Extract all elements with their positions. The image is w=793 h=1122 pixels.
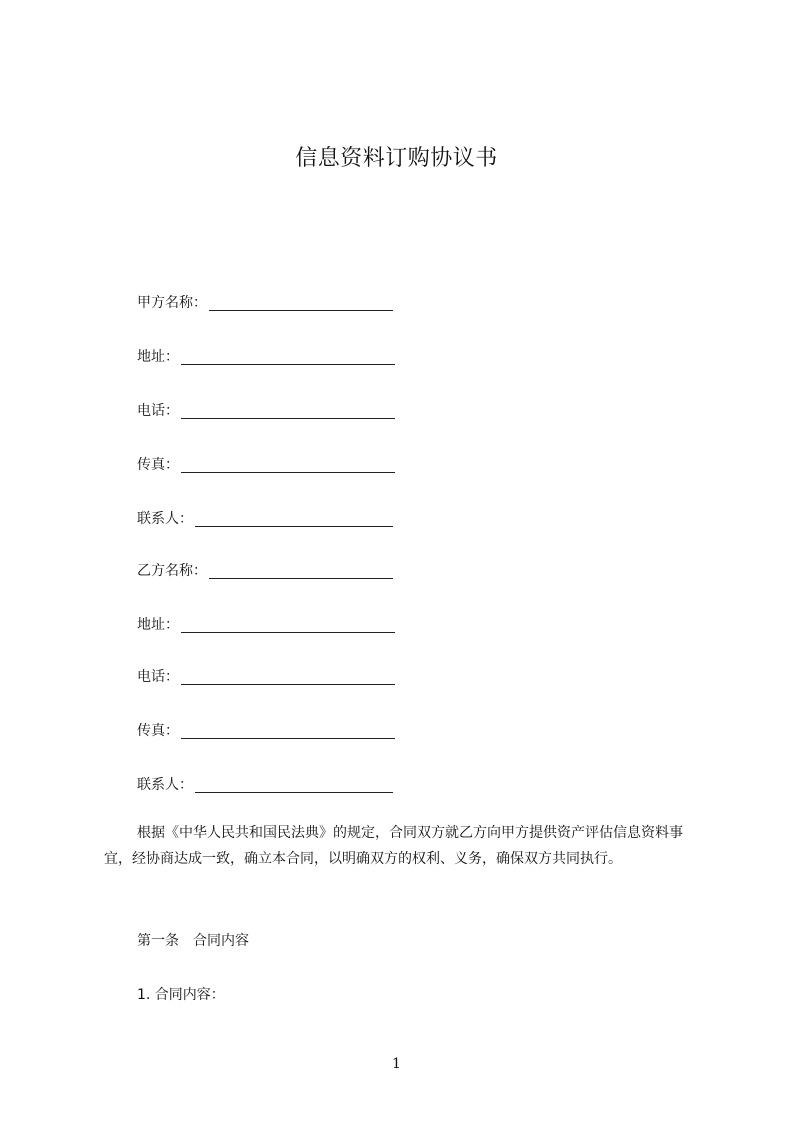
party-b-fax-label: 传真： [137,723,179,739]
party-a-name-blank[interactable] [209,294,393,311]
party-a-name-field [137,290,393,312]
party-b-name-label: 乙方名称： [137,563,207,579]
party-b-fax-blank[interactable] [181,722,395,739]
intro-paragraph [104,820,704,872]
intro-paragraph-text: 根据《中华人民共和国民法典》的规定，合同双方就乙方向甲方提供资产评估信息资料事宜，经协商达成一致，确立本合同，以明确双方的权利、义务，确保双方共同执行。 [104,825,683,867]
party-a-fax-label: 传真： [137,457,179,473]
party-b-name-blank[interactable] [209,562,393,579]
party-a-name-label: 甲方名称： [137,295,207,311]
party-b-phone-blank[interactable] [181,668,395,685]
party-a-phone-label: 电话： [137,403,179,419]
party-a-contact-field [137,506,393,528]
party-a-phone-blank[interactable] [181,402,395,419]
party-a-phone-field [137,398,395,420]
article-1-number: 第一条 [137,933,179,949]
party-b-name-field [137,558,393,580]
party-a-contact-label: 联系人： [137,511,193,527]
article-1-title: 合同内容 [193,933,249,949]
party-b-contact-label: 联系人： [137,777,193,793]
document-title: 信息资料订购协议书 [295,146,498,171]
party-b-contact-field [137,772,393,794]
party-b-phone-field [137,664,395,686]
party-a-fax-field [137,452,395,474]
party-b-phone-label: 电话： [137,669,179,685]
item-1-label: 1. 合同内容： [137,987,225,1003]
party-a-fax-blank[interactable] [181,456,395,473]
party-a-address-blank[interactable] [181,348,395,365]
article-1-heading [137,932,249,950]
party-a-address-field [137,344,395,366]
party-a-contact-blank[interactable] [195,510,393,527]
party-a-address-label: 地址： [137,349,179,365]
party-b-contact-blank[interactable] [195,776,393,793]
page-number: 1 [392,1056,401,1072]
party-b-address-label: 地址： [137,617,179,633]
party-b-address-field [137,612,395,634]
party-b-address-blank[interactable] [181,616,395,633]
party-b-fax-field [137,718,395,740]
